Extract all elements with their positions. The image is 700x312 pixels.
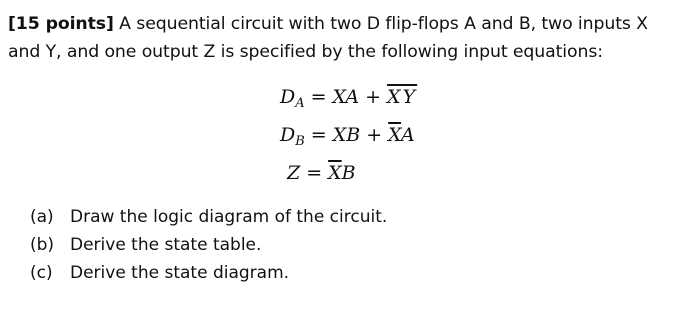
eq-da-term2: $\overline{XY}$ xyxy=(387,86,418,108)
subquestion-c-text: Derive the state diagram. xyxy=(70,263,290,283)
subquestion-a-text: Draw the logic diagram of the circuit. xyxy=(70,207,388,227)
subquestion-list xyxy=(30,203,387,287)
equation-z xyxy=(287,162,356,184)
equation-da xyxy=(280,86,417,111)
statement-line-1 xyxy=(8,10,698,38)
eq-db-sub: B xyxy=(295,134,305,149)
subquestion-c xyxy=(30,259,387,287)
statement-text-1: A sequential circuit with two D flip-flops A and B, two inputs X xyxy=(113,14,648,34)
subquestion-b-text: Derive the state table. xyxy=(70,235,262,255)
eq-db-equals: = xyxy=(310,124,327,146)
subquestion-b xyxy=(30,231,387,259)
statement-line-2: and Y, and one output Z is specified by the following input equations: xyxy=(8,42,603,62)
subquestion-a xyxy=(30,203,387,231)
eq-z-term-b: B xyxy=(341,162,356,184)
eq-db-term2-xbar: $\overline{X}$ xyxy=(388,124,401,146)
eq-z-term-xbar: $\overline{X}$ xyxy=(328,162,342,184)
eq-da-term1: XA xyxy=(332,86,360,108)
eq-da-sub: A xyxy=(295,96,305,111)
eq-db-term2-a: A xyxy=(401,124,415,146)
eq-da-plus: + xyxy=(365,86,382,108)
eq-db-term1: XB xyxy=(332,124,361,146)
subquestion-a-label: (a) xyxy=(30,207,54,227)
subquestion-b-label: (b) xyxy=(30,235,55,255)
eq-db-lhs: D xyxy=(280,124,296,146)
eq-z-equals: = xyxy=(306,162,323,184)
equation-db xyxy=(280,124,415,149)
subquestion-c-label: (c) xyxy=(30,263,53,283)
eq-db-plus: + xyxy=(366,124,383,146)
eq-z-lhs: Z xyxy=(287,162,301,184)
eq-da-equals: = xyxy=(310,86,327,108)
points-label: [15 points] xyxy=(8,14,114,34)
eq-da-lhs: D xyxy=(280,86,296,108)
problem-statement xyxy=(8,10,698,66)
